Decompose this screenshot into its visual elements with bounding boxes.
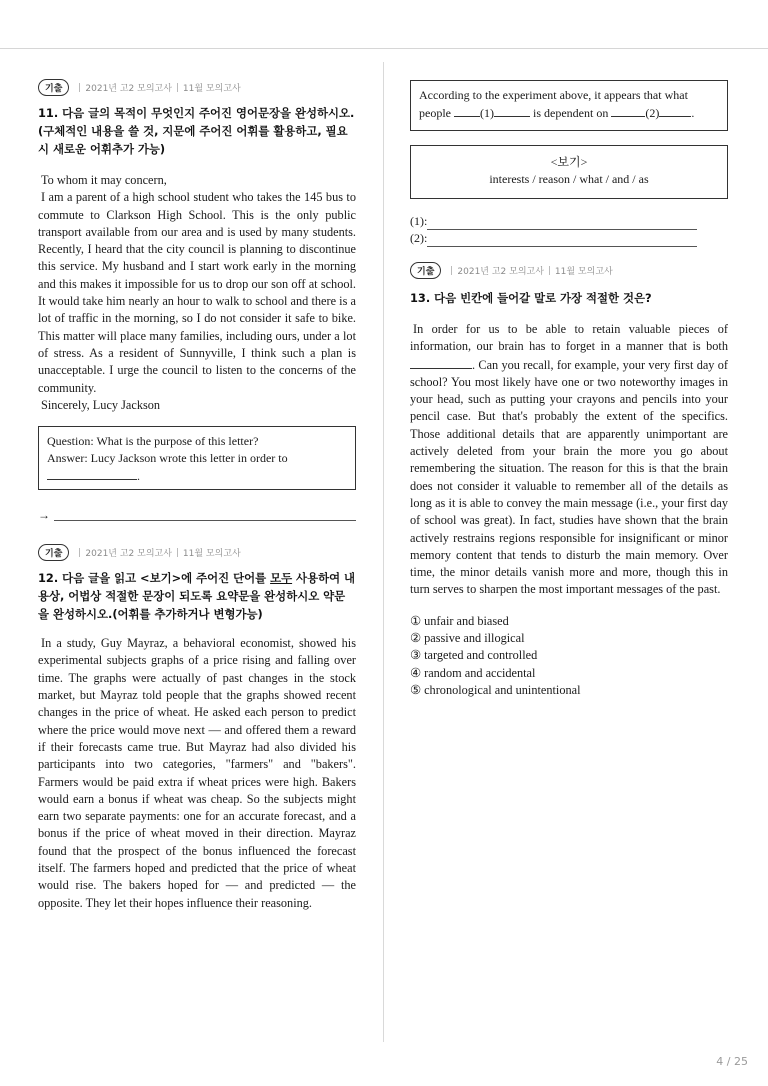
- q11-answer-blank[interactable]: [47, 467, 137, 480]
- q13-source-year: 2021년 고2 모의고사: [457, 266, 544, 277]
- q13-source-line: [410, 261, 728, 279]
- q12-source-line: [38, 543, 356, 561]
- q12-bogi-box: [410, 145, 728, 199]
- q13-source-month: 11월 모의고사: [554, 266, 613, 277]
- q12-source-month: 11월 모의고사: [182, 548, 241, 559]
- q13-blank: [410, 356, 472, 369]
- q13-title: 13. 다음 빈칸에 들어갈 말로 가장 적절한 것은?: [410, 291, 652, 305]
- column-divider: [383, 62, 384, 1042]
- q12-source-year: 2021년 고2 모의고사: [85, 548, 172, 559]
- q12-summary-blank-2[interactable]: [659, 104, 691, 117]
- q11-source-month: 11월 모의고사: [182, 83, 241, 94]
- q12-answer-2[interactable]: (2):: [410, 230, 728, 247]
- q13-tag-badge: 기출: [410, 262, 441, 279]
- q11-tag-badge: 기출: [38, 79, 69, 96]
- q11-question-box: Question: What is the purpose of this letter? Answer: Lucy Jackson wrote this letter in order to .: [38, 426, 356, 490]
- q13-option-5[interactable]: ⑤ chronological and unintentional: [410, 682, 581, 697]
- q12-answer-1[interactable]: (1):: [410, 213, 728, 230]
- q11-answer-line[interactable]: [38, 508, 356, 523]
- q11-body: I am a parent of a high school student who takes the 145 bus to commute to Clarkson High School. This is the only public transport available from our area and is used by many students. Recently, I heard that the city council is planning to discontinue this service. My husband and I start work early in the morning and this makes it impossible for us to drop our son off at school. It would take him nearly an hour to walk to school and there is a lot of traffic in the morning, so I do not consider it safe to bike. This matter will place many families, including ours, under a lot of stress. As a resident of Sunnyville, I think such a plan is unacceptable. I urge the council to listen to the concerns of the community.: [38, 190, 356, 395]
- q13-option-2[interactable]: ② passive and illogical: [410, 631, 525, 646]
- arrow-icon: →: [38, 508, 50, 523]
- right-column: [410, 80, 728, 699]
- q12-summary-box: According to the experiment above, it appears that what people (1) is dependent on (2) .: [410, 80, 728, 131]
- q12-answer-lines: [410, 213, 728, 247]
- q13-options: [410, 613, 728, 699]
- q12-bogi-title: <보기>: [550, 155, 588, 169]
- q11-source-line: [38, 78, 356, 96]
- q12-passage: In a study, Guy Mayraz, a behavioral economist, showed his experimental subjects graphs of a price rising and falling over time. The graphs were actually of past changes in the stock market, but Mayraz told people that the graphs showed recent changes in the price of wheat. He asked each person to predict where the price would move next — and offered them a reward if their forecasts came true. But Mayraz had also divided his participants into two categories, "farmers" and "bakers". Farmers would be paid extra if wheat prices were high. Bakers would earn a bonus if wheat was cheap. So the subjects might earn two separate payments: one for an accurate forecast, and a bonus if the price of wheat moved in their direction. Mayraz found that the prospect of the bonus influenced the forecast itself. The farmers hoped and predicted that the price of wheat would rise. The bakers hoped for — and predicted — the opposite. They let their hopes influence their reasoning.: [38, 636, 356, 910]
- q11-signoff: Sincerely, Lucy Jackson: [41, 397, 161, 412]
- q12-summary-blank-1[interactable]: [494, 104, 530, 117]
- q11-source-year: 2021년 고2 모의고사: [85, 83, 172, 94]
- q12-title: 12. 다음 글을 읽고 <보기>에 주어진 단어를 모두 사용하여 내용상, 어법상 적절한 문장이 되도록 요약문을 완성하시오 약문을 완성하시오.(어휘를 추가하거나 변형가능): [38, 571, 356, 622]
- q13-option-1[interactable]: ① unfair and biased: [410, 613, 509, 628]
- q13-option-4[interactable]: ④ random and accidental: [410, 665, 536, 680]
- q12-tag-badge: 기출: [38, 544, 69, 561]
- q11-title: 11. 다음 글의 목적이 무엇인지 주어진 영어문장을 완성하시오. (구체적인 내용을 쓸 것, 지문에 주어진 어휘를 활용하고, 필요시 새로운 어휘추가 가능): [38, 106, 355, 156]
- q11-salutation: To whom it may concern,: [41, 173, 167, 187]
- q11-answer-prefix: Answer: Lucy Jackson wrote this letter in order to: [47, 451, 288, 466]
- q11-passage: [38, 172, 356, 414]
- q12-bogi-words: interests / reason / what / and / as: [489, 172, 649, 186]
- left-column: [38, 78, 356, 912]
- q13-passage: In order for us to be able to retain valuable pieces of information, our brain has to forget in a manner that is both . Can you recall, for example, your very first day of school? You most likely have one or two noteworthy images in your head, such as putting your crayons and pencils into your pencil case. But that's probably the extent of the specifics. Those additional details that are apparently unimportant are actively deleted from your brain the more you go about remembering the situation. The reason for this is that the brain does not consider it valuable to remember all of the details as long as it is able to convey the main message (i.e., your first day of school was great). In fact, studies have shown that the brain actively restrains regions responsible for insignificant or minor memory content that tends to disturb the main memory. Over time, the minor details vanish more and more, though this in turn serves to sharpen the most important messages of the past.: [410, 322, 728, 597]
- q11-question: Question: What is the purpose of this letter?: [47, 434, 259, 449]
- q13-option-3[interactable]: ③ targeted and controlled: [410, 648, 538, 663]
- header-rule: [0, 48, 768, 49]
- page-number: 4 / 25: [716, 1055, 748, 1068]
